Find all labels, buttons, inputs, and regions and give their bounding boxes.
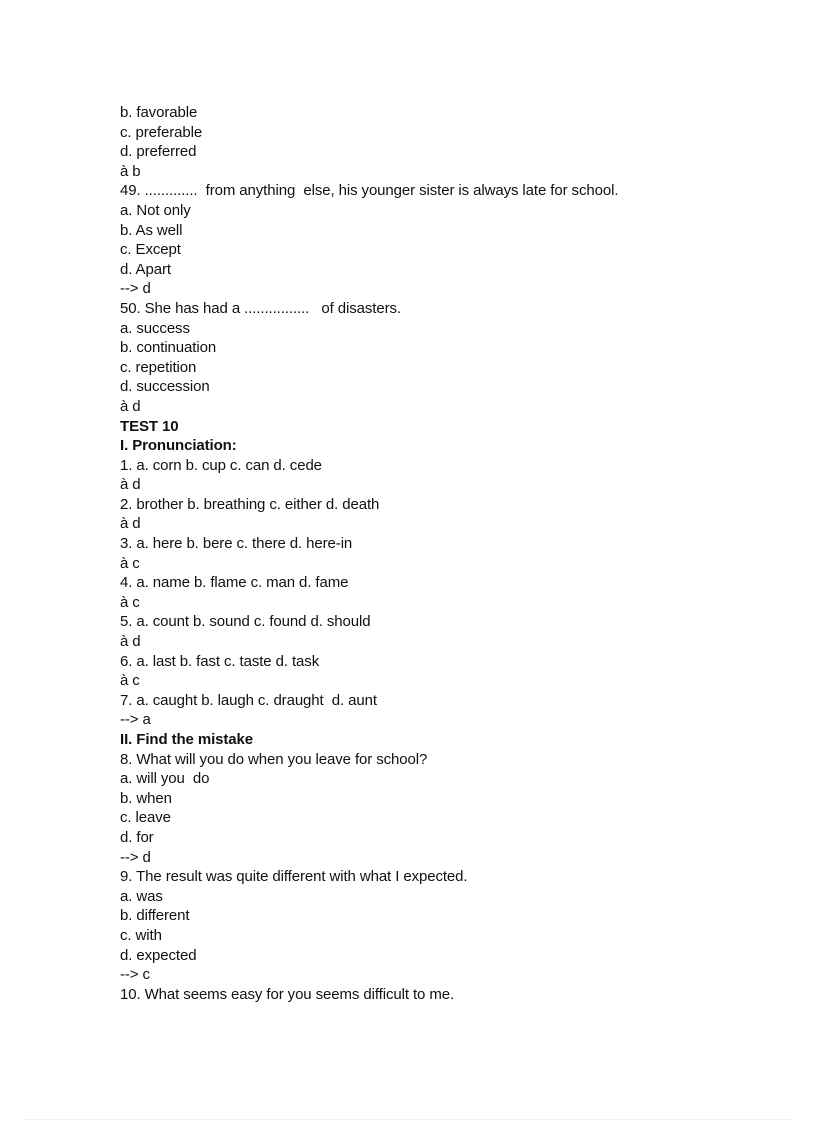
section-heading: I. Pronunciation: [120,437,237,455]
text-line: --> c [120,966,150,984]
text-line: 8. What will you do when you leave for school? [120,750,428,768]
document-body [120,103,740,1004]
text-line: b. different [120,907,190,925]
text-line: 10. What seems easy for you seems difficult to me. [120,985,455,1003]
text-line: b. favorable [120,104,198,121]
text-line: b. As well [120,221,183,239]
text-line: b. continuation [120,339,217,357]
text-line: 4. a. name b. flame c. man d. fame [120,574,349,592]
text-line: c. leave [120,809,171,827]
section-heading: II. Find the mistake [120,731,254,748]
text-line: b. when [120,789,172,807]
text-line: c. Except [120,241,181,259]
page-bottom-divider [24,1119,792,1120]
text-line: 1. a. corn b. cup c. can d. cede [120,456,322,474]
text-line: 49. ............. from anything else, his younger sister is always late for school. [120,182,619,200]
text-line: c. with [120,926,162,944]
text-line: d. for [120,828,154,846]
text-line: 50. She has had a ................ of disasters. [120,299,401,317]
text-line: à c [120,554,140,572]
text-line: d. expected [120,946,197,964]
text-line: 2. brother b. breathing c. either d. death [120,495,380,513]
text-line: --> d [120,848,151,866]
text-line: à d [120,633,141,651]
text-line: a. will you do [120,770,210,788]
text-line: à d [120,515,141,533]
text-line: --> d [120,280,151,298]
text-line: c. preferable [120,123,203,141]
text-line: d. preferred [120,143,197,161]
text-line: à d [120,397,141,415]
section-heading: TEST 10 [120,417,179,435]
text-line: --> a [120,711,151,729]
text-line: d. Apart [120,260,171,278]
text-line: 5. a. count b. sound c. found d. should [120,613,371,631]
text-line: a. Not only [120,201,191,219]
text-line: 9. The result was quite different with what I expected. [120,868,468,886]
text-line: a. success [120,319,190,337]
text-line: d. succession [120,378,210,396]
text-line: à b [120,162,141,180]
text-line: à d [120,476,141,494]
text-line: a. was [120,887,163,905]
text-line: à c [120,672,140,690]
text-line: c. repetition [120,358,197,376]
text-line: 7. a. caught b. laugh c. draught d. aunt [120,691,377,709]
text-line: à c [120,593,140,611]
text-line: 6. a. last b. fast c. taste d. task [120,652,320,670]
text-line: 3. a. here b. bere c. there d. here-in [120,535,353,553]
